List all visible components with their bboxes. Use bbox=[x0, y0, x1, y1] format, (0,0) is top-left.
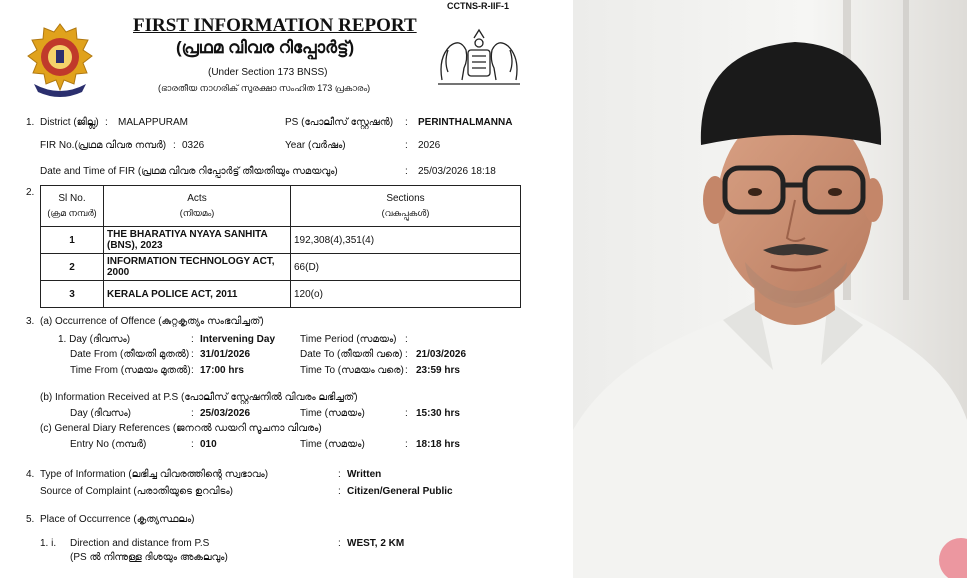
table-row: 3 KERALA POLICE ACT, 2011 120(o) bbox=[41, 281, 521, 308]
page-title-ml: (പ്രഥമ വിവര റിപ്പോർട്ട്) bbox=[176, 38, 355, 57]
section-1-number: 1. bbox=[26, 117, 35, 128]
received-day-label: Day (ദിവസം) bbox=[70, 408, 131, 419]
date-from-value: 31/01/2026 bbox=[200, 349, 251, 360]
time-from-label: Time From (സമയം മുതൽ) bbox=[70, 365, 191, 376]
time-to-label: Time To (സമയം വരെ) bbox=[300, 365, 404, 376]
direction-label: Direction and distance from P.S bbox=[70, 538, 210, 549]
diary-time-value: 18:18 hrs bbox=[416, 439, 460, 450]
section-4-number: 4. bbox=[26, 469, 35, 480]
section-2-number: 2. bbox=[26, 187, 35, 198]
district-value: MALAPPURAM bbox=[118, 117, 189, 128]
received-time-label: Time (സമയം) bbox=[300, 408, 365, 419]
fir-datetime-label: Date and Time of FIR (പ്രഥമ വിവര റിപ്പോർട്ട് തീയതിയും സമയവും) bbox=[40, 166, 338, 177]
place-of-occurrence-label: Place of Occurrence (കൃത്യസ്ഥലം) bbox=[40, 514, 195, 525]
year-value: 2026 bbox=[418, 140, 441, 151]
fir-datetime-value: 25/03/2026 18:18 bbox=[418, 166, 496, 177]
acts-table bbox=[40, 185, 521, 308]
received-day-value: 25/03/2026 bbox=[200, 408, 251, 419]
time-from-value: 17:00 hrs bbox=[200, 365, 244, 376]
table-row: 1 THE BHARATIYA NYAYA SANHITA (BNS), 2023 192,308(4),351(4) bbox=[41, 227, 521, 254]
date-from-label: Date From (തീയതി മുതൽ) bbox=[70, 349, 190, 360]
day-label: 1. Day (ദിവസം) bbox=[58, 334, 131, 345]
place-item-number: 1. i. bbox=[40, 538, 57, 549]
complaint-source-value: Citizen/General Public bbox=[347, 486, 453, 497]
district-label: District (ജില്ല) bbox=[40, 117, 99, 128]
complaint-source-label: Source of Complaint (പരാതിയുടെ ഉറവിടം) bbox=[40, 486, 233, 497]
info-type-value: Written bbox=[347, 469, 382, 480]
column-header-acts: Acts (നിയമം) bbox=[104, 186, 291, 227]
ps-label: PS (പോലീസ് സ്റ്റേഷൻ) bbox=[285, 117, 394, 128]
kerala-police-emblem-icon bbox=[26, 22, 94, 98]
column-header-sections: Sections (വകുപ്പുകൾ) bbox=[291, 186, 521, 227]
direction-value: WEST, 2 KM bbox=[347, 538, 405, 549]
received-time-value: 15:30 hrs bbox=[416, 408, 460, 419]
entry-no-value: 010 bbox=[200, 439, 217, 450]
form-code: CCTNS-R-IIF-1 bbox=[447, 1, 509, 11]
fir-document: CCTNS-R-IIF-1 FIRST INFORMATION REPORT (പ്രഥമ വിവര റിപ്പോർട്ട്) (Under Section 173 BNSS) (ഭാരതീയ നാഗരിക് സുരക്ഷാ സംഹിത 173 പ്രകാരം) 1. District (ജില്ല) : MALAPPURAM PS (പോലീസ് സ്റ്റേഷൻ) : PERINTHALMANNA FIR No.(പ്രഥമ വിവര നമ്പർ) : 0326 Year (വർഷം) : 2026 Date and Time of FIR (പ്രഥമ വിവര റിപ്പോർട്ട് തീയതിയും സമയവും) : 25/03/2026 18:18 2. Sl No. (ക്രമ നമ്പർ) Acts (നിയമം) Sections (വകുപ്പുകൾ) 1 THE BHARATIYA NYAYA SANHITA (BNS), 2023 192,308(4),351(4) 2 INFORMATION TECHNOLOGY ACT, 2000 66(D) 3 KERALA POLICE ACT, 2011 120(o) 3. (a) Occurrence of Offence (കുറ്റകൃത്യം സംഭവിച്ചത്) 1. Day (ദിവസം) : Intervening Day Time Period (സമയം) : Date From (തീയതി മുതൽ) : 31/01/2026 Date To (തീയതി വരെ) : 21/03/2026 Time From (സമയം മുതൽ) : 17:00 hrs Time To (സമയം വരെ) : 23:59 hrs (b) Information Received at P.S (പോലീസ് സ്റ്റേഷനിൽ വിവരം ലഭിച്ചത്) Day (ദിവസം) : 25/03/2026 Time (സമയം) : 15:30 hrs (c) General Diary References (ജനറൽ ഡയറി സൂചനാ വിവരം) Entry No (നമ്പർ) : 010 Time (സമയം) : 18:18 hrs 4. Type of Information (ലഭിച്ച വിവരത്തിന്റെ സ്വഭാവം) : Written Source of Complaint (പരാതിയുടെ ഉറവിടം) : Citizen/General Public 5. Place of Occurrence (കൃത്യസ്ഥലം) 1. i. Direction and distance from P.S : WEST, 2 KM (PS ൽ നിന്നുള്ള ദിശയും അകലവും) bbox=[0, 0, 573, 578]
portrait-photo bbox=[573, 0, 967, 578]
date-to-label: Date To (തീയതി വരെ) bbox=[300, 349, 403, 360]
page-subtitle: (Under Section 173 BNSS) bbox=[208, 67, 328, 78]
column-header-slno: Sl No. (ക്രമ നമ്പർ) bbox=[41, 186, 104, 227]
info-type-label: Type of Information (ലഭിച്ച വിവരത്തിന്റെ സ്വഭാവം) bbox=[40, 469, 269, 480]
direction-label-ml: (PS ൽ നിന്നുള്ള ദിശയും അകലവും) bbox=[70, 552, 228, 563]
time-to-value: 23:59 hrs bbox=[416, 365, 460, 376]
table-row: 2 INFORMATION TECHNOLOGY ACT, 2000 66(D) bbox=[41, 254, 521, 281]
man-portrait-image bbox=[573, 0, 967, 578]
year-label: Year (വർഷം) bbox=[285, 140, 346, 151]
fir-number-value: 0326 bbox=[182, 140, 205, 151]
page-subtitle-ml: (ഭാരതീയ നാഗരിക് സുരക്ഷാ സംഹിത 173 പ്രകാരം) bbox=[158, 83, 371, 93]
fir-number-label: FIR No.(പ്രഥമ വിവര നമ്പർ) bbox=[40, 140, 167, 151]
kerala-state-emblem-icon bbox=[434, 28, 524, 88]
ps-value: PERINTHALMANNA bbox=[418, 117, 513, 128]
time-period-label: Time Period (സമയം) bbox=[300, 334, 397, 345]
date-to-value: 21/03/2026 bbox=[416, 349, 467, 360]
day-value: Intervening Day bbox=[200, 334, 276, 345]
diary-time-label: Time (സമയം) bbox=[300, 439, 365, 450]
info-received-label: (b) Information Received at P.S (പോലീസ് സ്റ്റേഷനിൽ വിവരം ലഭിച്ചത്) bbox=[40, 392, 358, 403]
table-header-row bbox=[41, 186, 521, 227]
section-3-number: 3. bbox=[26, 316, 35, 327]
section-5-number: 5. bbox=[26, 514, 35, 525]
general-diary-label: (c) General Diary References (ജനറൽ ഡയറി സൂചനാ വിവരം) bbox=[40, 423, 322, 434]
occurrence-label: (a) Occurrence of Offence (കുറ്റകൃത്യം സംഭവിച്ചത്) bbox=[40, 316, 264, 327]
entry-no-label: Entry No (നമ്പർ) bbox=[70, 439, 147, 450]
page-title: FIRST INFORMATION REPORT bbox=[133, 15, 417, 36]
